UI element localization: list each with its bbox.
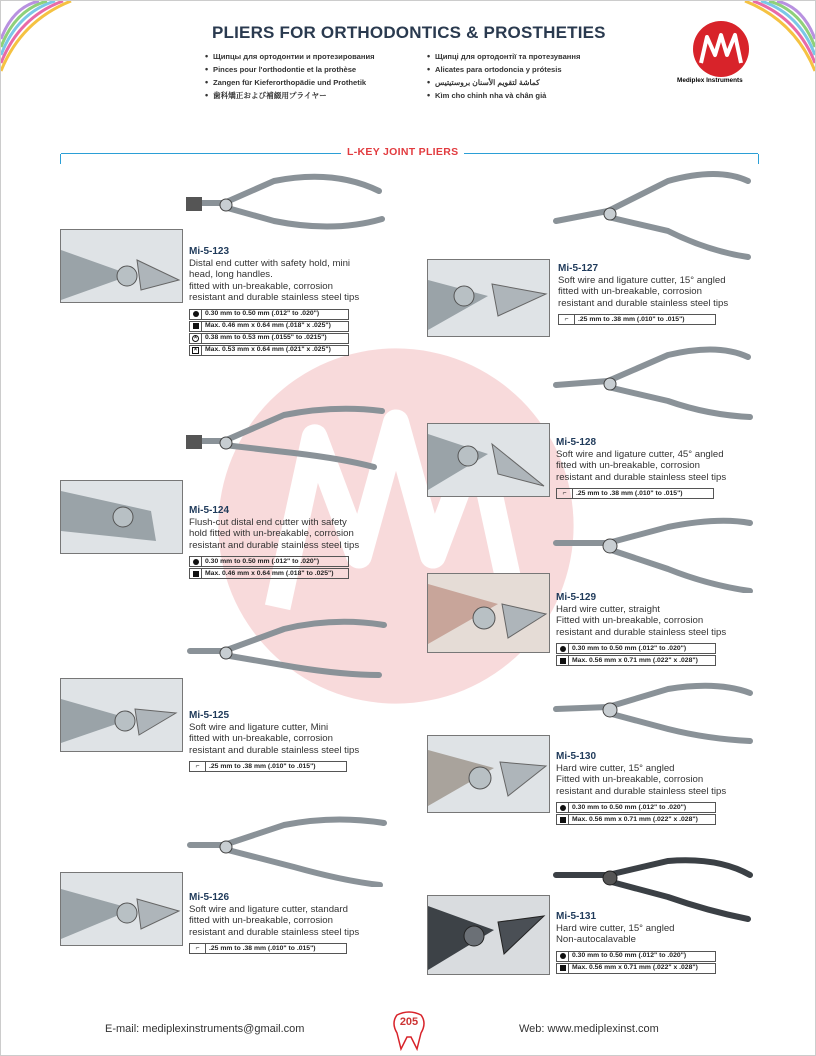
product-code: Mi-5-131 — [556, 911, 597, 922]
product-item — [556, 592, 726, 667]
spec-list — [189, 761, 359, 772]
product-item — [189, 246, 359, 357]
spec-row: Max. 0.46 mm x 0.64 mm (.018" to .025") — [189, 568, 349, 579]
product-closeup-image — [60, 678, 183, 752]
spec-row: Max. 0.56 mm x 0.71 mm (.022" x .028") — [556, 963, 716, 974]
square-wire-icon — [557, 815, 569, 824]
ligature-wire-icon: ⌐ — [190, 944, 206, 953]
plier-image — [548, 513, 756, 593]
spec-row: Max. 0.46 mm x 0.64 mm (.018" x .025") — [189, 321, 349, 332]
product-item — [189, 710, 359, 773]
product-closeup-image — [427, 895, 550, 975]
product-description-line: Hard wire cutter, 15° angled — [556, 762, 675, 774]
product-item — [556, 911, 716, 975]
round-wire-icon — [557, 644, 569, 653]
product-description-line: Fitted with un-breakable, corrosion — [556, 774, 704, 785]
product-description-line: resistant and durable stainless steel tips — [189, 539, 360, 551]
plier-image — [184, 401, 389, 471]
language-list-left — [205, 50, 375, 102]
ligature-wire-icon: ⌐ — [190, 762, 206, 771]
footer-email[interactable]: E-mail: mediplexinstruments@gmail.com — [105, 1023, 305, 1035]
plier-image — [184, 611, 389, 681]
plier-image — [548, 679, 756, 749]
product-description-line: Distal end cutter with safety hold, mini — [189, 257, 351, 269]
ligature-wire-icon: ⌐ — [559, 315, 575, 324]
product-code: Mi-5-129 — [556, 592, 597, 603]
spec-row: ⌐ .25 mm to .38 mm (.010" to .015") — [556, 488, 714, 499]
product-code: Mi-5-127 — [558, 263, 599, 274]
spec-row: × Max. 0.53 mm x 0.64 mm (.021" x .025") — [189, 345, 349, 356]
spec-list — [189, 309, 359, 356]
spec-list — [556, 951, 716, 974]
product-code: Mi-5-124 — [189, 505, 230, 516]
product-closeup-image — [60, 872, 183, 946]
spec-row: Max. 0.56 mm x 0.71 mm (.022" x .028") — [556, 655, 716, 666]
product-code: Mi-5-130 — [556, 751, 597, 762]
section-title: L-KEY JOINT PLIERS — [341, 146, 464, 158]
spec-list — [189, 943, 359, 954]
product-description-line: Non-autocalavable — [556, 934, 637, 945]
product-closeup-image — [427, 259, 550, 337]
square-wire-icon — [557, 964, 569, 973]
language-line: • Pinces pour l'orthodontie et la prothèse — [205, 64, 357, 74]
spec-row: × 0.38 mm to 0.53 mm (.0155" to .0215") — [189, 333, 349, 344]
round-wire-icon — [190, 310, 202, 319]
language-line: • Щипці для ортодонтії та протезування — [427, 51, 581, 61]
product-description-line: resistant and durable stainless steel tips — [189, 744, 360, 756]
spec-row: Max. 0.56 mm x 0.71 mm (.022" x .028") — [556, 814, 716, 825]
plier-image — [548, 341, 756, 421]
language-list-right — [427, 50, 580, 102]
product-code: Mi-5-126 — [189, 892, 230, 903]
plier-image — [184, 815, 389, 887]
language-line: • Kìm cho chỉnh nha và chân giả — [427, 90, 547, 100]
spec-row: 0.30 mm to 0.50 mm (.012" to .020") — [556, 802, 716, 813]
product-item — [558, 263, 728, 326]
ligature-wire-icon: ⌐ — [557, 489, 573, 498]
product-description-line: fitted with un-breakable, corrosion — [189, 915, 333, 926]
product-description-line: resistant and durable stainless steel tips — [556, 626, 727, 638]
language-line: • 歯科矯正および補綴用プライヤー — [205, 90, 327, 100]
product-description-line: hold fitted with un-breakable, corrosion — [189, 528, 354, 539]
spec-row: 0.30 mm to 0.50 mm (.012" to .020") — [556, 951, 716, 962]
square-wire-icon — [557, 656, 569, 665]
product-description-line: fitted with un-breakable, corrosion — [556, 460, 700, 471]
product-description-line: resistant and durable stainless steel tips — [189, 926, 360, 938]
logo-text: Mediplex Instruments — [677, 77, 743, 84]
product-closeup-image — [427, 573, 550, 653]
page-title: PLIERS FOR ORTHODONTICS & PROSTHETIES — [212, 23, 606, 42]
product-description-line: resistant and durable stainless steel tips — [189, 292, 360, 303]
spec-row: 0.30 mm to 0.50 mm (.012" to .020") — [189, 309, 349, 320]
product-closeup-image — [60, 480, 183, 554]
product-description-line: Hard wire cutter, 15° angled — [556, 922, 675, 934]
spec-row: 0.30 mm to 0.50 mm (.012" to .020") — [556, 643, 716, 654]
rainbow-corner-left-decoration — [1, 1, 81, 81]
product-code: Mi-5-125 — [189, 710, 230, 721]
product-description-line: Soft wire and ligature cutter, 45° angled — [556, 448, 724, 460]
spec-row: 0.30 mm to 0.50 mm (.012" to .020") — [189, 556, 349, 567]
round-wire-icon — [190, 557, 202, 566]
product-description-line: Flush-cut distal end cutter with safety — [189, 516, 347, 528]
plier-image — [184, 173, 389, 239]
product-closeup-image — [427, 735, 550, 813]
product-description-line: Fitted with un-breakable, corrosion — [556, 615, 704, 626]
product-description-line: fitted with un-breakable, corrosion — [189, 733, 333, 744]
product-description-line: head, long handles. — [189, 269, 273, 280]
footer-website[interactable]: Web: www.mediplexinst.com — [519, 1023, 659, 1035]
language-line: • Zangen für Kieferorthopädie und Prothetik — [205, 77, 367, 87]
product-closeup-image — [427, 423, 550, 497]
product-code: Mi-5-128 — [556, 437, 597, 448]
product-item — [189, 892, 359, 955]
product-description-line: Hard wire cutter, straight — [556, 603, 660, 615]
spec-row: ⌐ .25 mm to .38 mm (.010" to .015") — [189, 761, 347, 772]
product-description-line: Soft wire and ligature cutter, standard — [189, 903, 348, 915]
product-item — [556, 751, 726, 826]
product-description-line: Soft wire and ligature cutter, Mini — [189, 721, 329, 733]
square-wire-icon — [190, 569, 202, 578]
product-description-line: fitted with un-breakable, corrosion — [189, 280, 333, 292]
product-description-line: resistant and durable stainless steel tips — [558, 297, 729, 309]
language-line: • Alicates para ortodoncia y prótesis — [427, 64, 562, 74]
product-description-line: fitted with un-breakable, corrosion — [558, 286, 702, 297]
language-line: • Щипцы для ортодонтии и протезирования — [205, 51, 375, 61]
product-description-line: Soft wire and ligature cutter, 15° angled — [558, 274, 726, 286]
spec-list — [556, 488, 726, 499]
spec-row: ⌐ .25 mm to .38 mm (.010" to .015") — [558, 314, 716, 325]
language-line: • كماشة لتقويم الأسنان بروستيتيس — [427, 77, 540, 87]
spec-list — [556, 643, 726, 666]
spec-list — [556, 802, 726, 825]
round-wire-crossed-icon: × — [190, 334, 202, 343]
page-number: 205 — [399, 1016, 419, 1028]
plier-image — [548, 161, 756, 261]
product-closeup-image — [60, 229, 183, 303]
square-wire-icon — [190, 322, 202, 331]
product-item — [556, 437, 726, 500]
product-item — [189, 505, 359, 580]
spec-list — [189, 556, 359, 579]
product-code: Mi-5-123 — [189, 246, 230, 257]
product-description-line: resistant and durable stainless steel tips — [556, 785, 727, 797]
round-wire-icon — [557, 803, 569, 812]
square-wire-crossed-icon: × — [190, 346, 202, 355]
product-description-line: resistant and durable stainless steel tips — [556, 471, 727, 483]
spec-list — [558, 314, 728, 325]
round-wire-icon — [557, 952, 569, 961]
spec-row: ⌐ .25 mm to .38 mm (.010" to .015") — [189, 943, 347, 954]
